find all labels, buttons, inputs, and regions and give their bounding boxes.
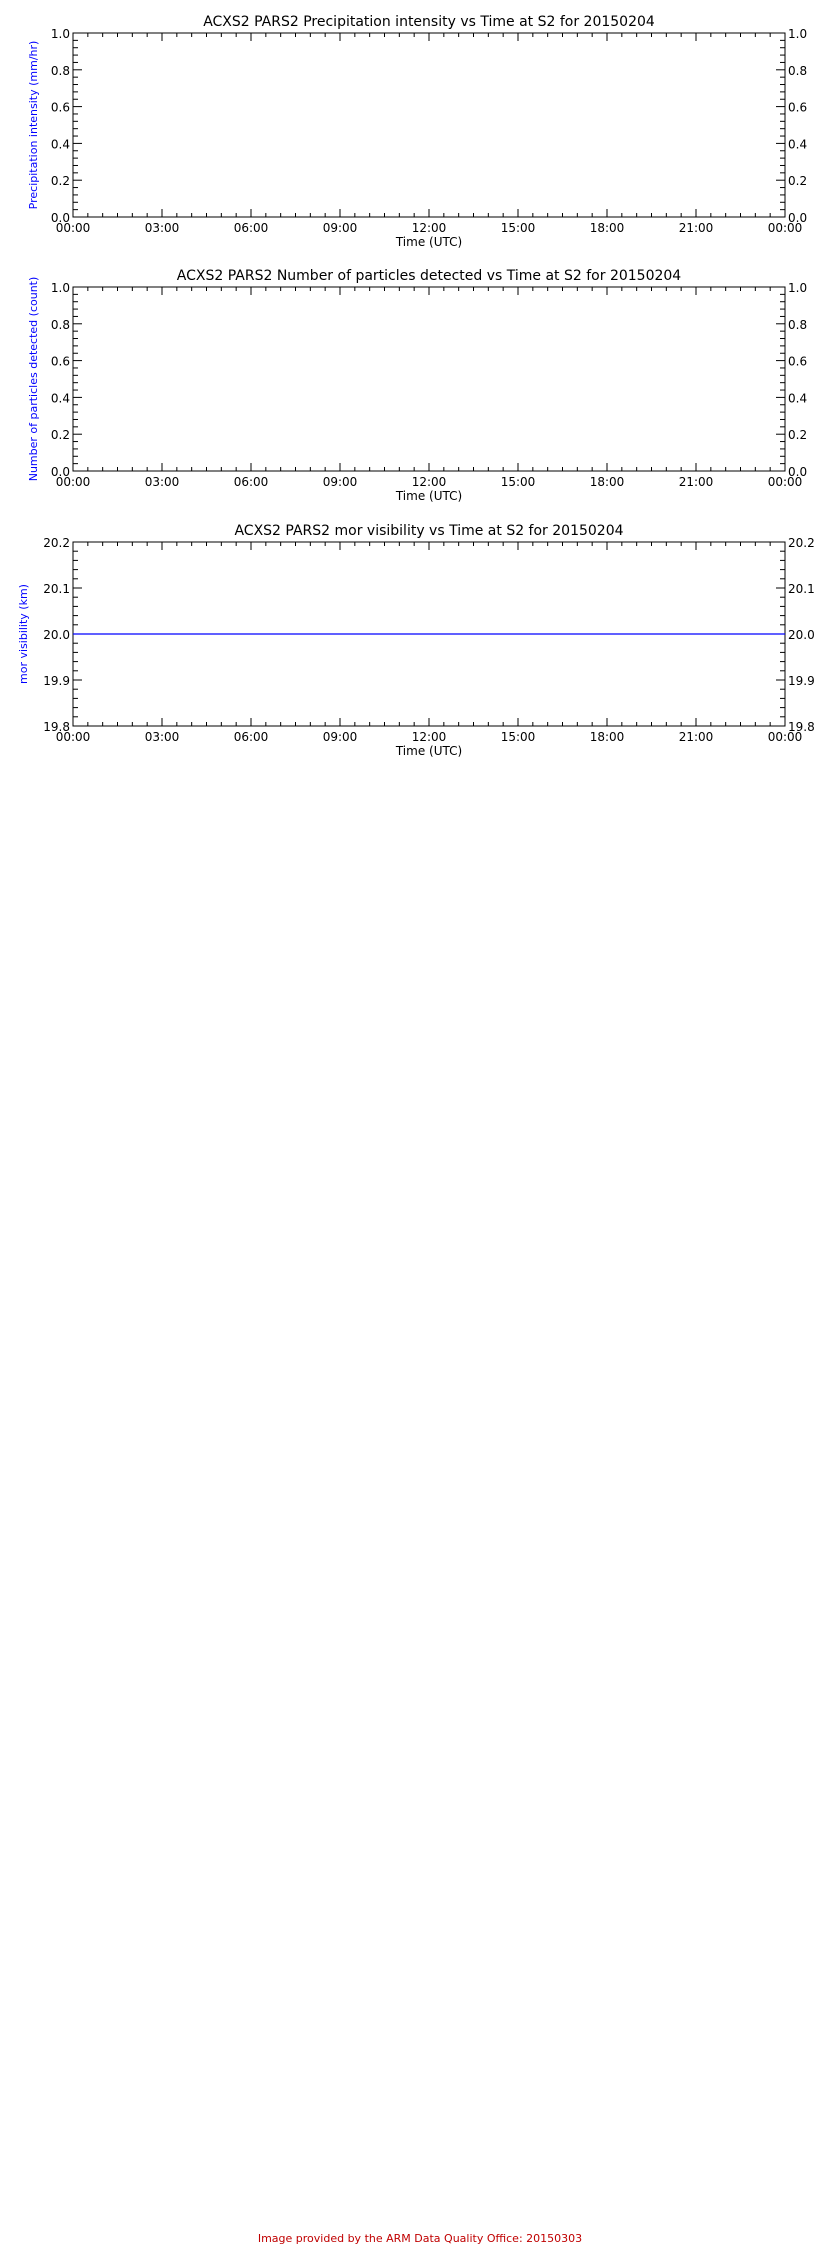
y-tick-label-left: 0.2 [50,428,70,443]
x-tick-label: 00:00 [767,730,803,744]
y-tick-label-left: 0.4 [50,391,70,406]
x-tick-label: 21:00 [678,475,714,489]
x-tick-label: 09:00 [322,475,358,489]
y-tick-label-right: 20.0 [788,628,815,642]
y-tick-label-right: 0.2 [788,174,808,189]
y-tick-label-left: 0.0 [50,211,70,225]
y-tick-label-left: 19.8 [43,720,70,734]
x-tick-label: 21:00 [678,730,714,744]
x-tick-label: 15:00 [500,730,536,744]
y-tick-label-left: 0.8 [50,63,70,78]
x-tick-label: 12:00 [411,221,447,235]
x-tick-label: 00:00 [767,475,803,489]
y-tick-label-left: 0.6 [50,100,70,115]
y-tick-label-right: 0.6 [788,354,808,369]
y-tick-label-right: 0.8 [788,63,808,78]
y-tick-label-left: 0.6 [50,354,70,369]
y-tick-label-right: 0.4 [788,137,808,152]
y-axis-label: Precipitation intensity (mm/hr) [27,40,40,210]
x-tick-label: 12:00 [411,730,447,744]
x-tick-label: 09:00 [322,221,358,235]
x-tick-label: 18:00 [589,730,625,744]
y-tick-label-left: 20.1 [43,582,70,596]
y-tick-label-left: 0.2 [50,174,70,189]
x-tick-label: 06:00 [233,221,269,235]
y-tick-label-right: 1.0 [788,281,808,295]
y-tick-label-right: 0.0 [788,465,808,479]
plot-frame [73,287,785,471]
y-tick-label-left: 0.8 [50,317,70,332]
y-tick-label-right: 1.0 [788,27,808,41]
y-tick-label-right: 20.2 [788,536,815,550]
x-tick-label: 00:00 [55,475,91,489]
x-tick-label: 03:00 [144,730,180,744]
x-tick-label: 15:00 [500,475,536,489]
x-tick-label: 06:00 [233,730,269,744]
chart-title: ACXS2 PARS2 Precipitation intensity vs Time at S2 for 20150204 [203,14,655,30]
y-tick-label-left: 1.0 [50,281,70,295]
chart-title: ACXS2 PARS2 Number of particles detected vs Time at S2 for 20150204 [176,268,682,284]
footer-credit: Image provided by the ARM Data Quality Office: 20150303 [257,2232,583,2245]
y-tick-label-left: 20.0 [43,628,70,642]
x-tick-label: 03:00 [144,475,180,489]
y-tick-label-right: 19.8 [788,720,815,734]
plot-frame [73,33,785,217]
chart-2 [27,268,807,503]
x-tick-label: 12:00 [411,475,447,489]
x-tick-label: 00:00 [55,730,91,744]
x-tick-label: 09:00 [322,730,358,744]
y-tick-label-left: 0.4 [50,137,70,152]
x-tick-label: 18:00 [589,221,625,235]
y-axis-label: Number of particles detected (count) [27,276,40,482]
y-tick-label-right: 0.6 [788,100,808,115]
y-tick-label-left: 20.2 [43,536,70,550]
x-tick-label: 18:00 [589,475,625,489]
y-tick-label-right: 0.2 [788,428,808,443]
y-tick-label-right: 0.4 [788,391,808,406]
chart-title: ACXS2 PARS2 mor visibility vs Time at S2 for 20150204 [234,523,624,539]
x-axis-label: Time (UTC) [395,489,463,503]
charts-area [0,0,840,760]
y-tick-label-right: 19.9 [788,674,815,688]
x-axis-label: Time (UTC) [395,744,463,758]
x-tick-label: 15:00 [500,221,536,235]
y-axis-label: mor visibility (km) [17,584,30,684]
x-tick-label: 00:00 [767,221,803,235]
x-tick-label: 00:00 [55,221,91,235]
x-axis-label: Time (UTC) [395,235,463,249]
chart-1 [27,14,807,249]
y-tick-label-left: 19.9 [43,674,70,688]
y-tick-label-left: 0.0 [50,465,70,479]
y-tick-label-right: 20.1 [788,582,815,596]
x-tick-label: 06:00 [233,475,269,489]
y-tick-label-left: 1.0 [50,27,70,41]
x-tick-label: 21:00 [678,221,714,235]
x-tick-label: 03:00 [144,221,180,235]
y-tick-label-right: 0.8 [788,317,808,332]
y-tick-label-right: 0.0 [788,211,808,225]
chart-3 [17,523,815,758]
